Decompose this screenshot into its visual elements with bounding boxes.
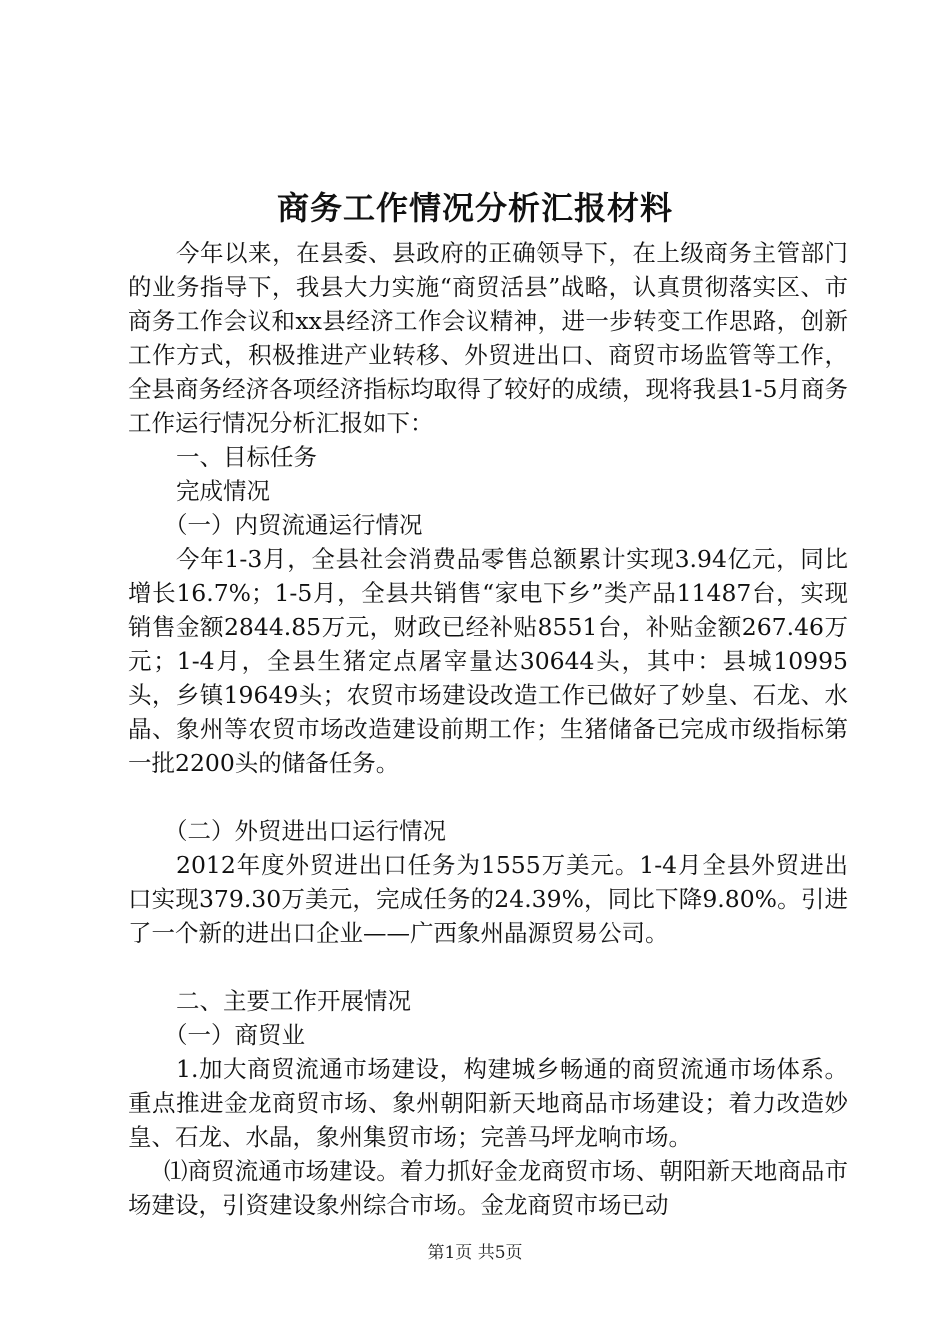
- paragraph-domestic-trade: 今年1-3月，全县社会消费品零售总额累计实现3.94亿元，同比增长16.7%；1-5月，全县共销售“家电下乡”类产品11487台，实现销售金额2844.85万元，财政已经补贴8551台，补贴金额267.46万元；1-4月，全县生猪定点屠宰量达30644头，其中：县城10995头，乡镇19649头；农贸市场建设改造工作已做好了妙皇、石龙、水晶、象州等农贸市场改造建设前期工作；生猪储备已完成市级指标第一批2200头的储备任务。: [128, 545, 848, 777]
- paragraph-gap: [128, 780, 848, 814]
- paragraph-intro: 今年以来，在县委、县政府的正确领导下，在上级商务主管部门的业务指导下，我县大力实施“商贸活县”战略，认真贯彻落实区、市商务工作会议和xx县经济工作会议精神，进一步转变工作思路，创新工作方式，积极推进产业转移、外贸进出口、商贸市场监管等工作，全县商务经济各项经济指标均取得了较好的成绩，现将我县1-5月商务工作运行情况分析汇报如下：: [128, 239, 848, 437]
- page-number: 第1页 共5页: [427, 1243, 523, 1263]
- paragraph-foreign-trade: 2012年度外贸进出口任务为1555万美元。1-4月全县外贸进出口实现379.30万美元，完成任务的24.39%，同比下降9.80%。引进了一个新的进出口企业——广西象州晶源贸易公司。: [128, 851, 848, 947]
- heading-foreign-trade: （二）外贸进出口运行情况: [164, 817, 446, 845]
- heading-domestic-trade: （一）内贸流通运行情况: [164, 511, 423, 539]
- paragraph-market-construction: ⑴商贸流通市场建设。着力抓好金龙商贸市场、朝阳新天地商品市场建设，引资建设象州综合市场。金龙商贸市场已动: [128, 1157, 848, 1219]
- heading-section-1: 一、目标任务: [176, 443, 317, 471]
- heading-completion: 完成情况: [176, 477, 270, 505]
- paragraph-gap: [128, 950, 848, 984]
- document-body: [128, 236, 848, 1222]
- paragraph-market-building: 1.加大商贸流通市场建设，构建城乡畅通的商贸流通市场体系。重点推进金龙商贸市场、象州朝阳新天地商品市场建设；着力改造妙皇、石龙、水晶，象州集贸市场；完善马坪龙响市场。: [128, 1055, 848, 1151]
- heading-commerce: （一）商贸业: [164, 1021, 305, 1049]
- document-title: 商务工作情况分析汇报材料: [276, 189, 673, 227]
- heading-section-2: 二、主要工作开展情况: [176, 987, 411, 1015]
